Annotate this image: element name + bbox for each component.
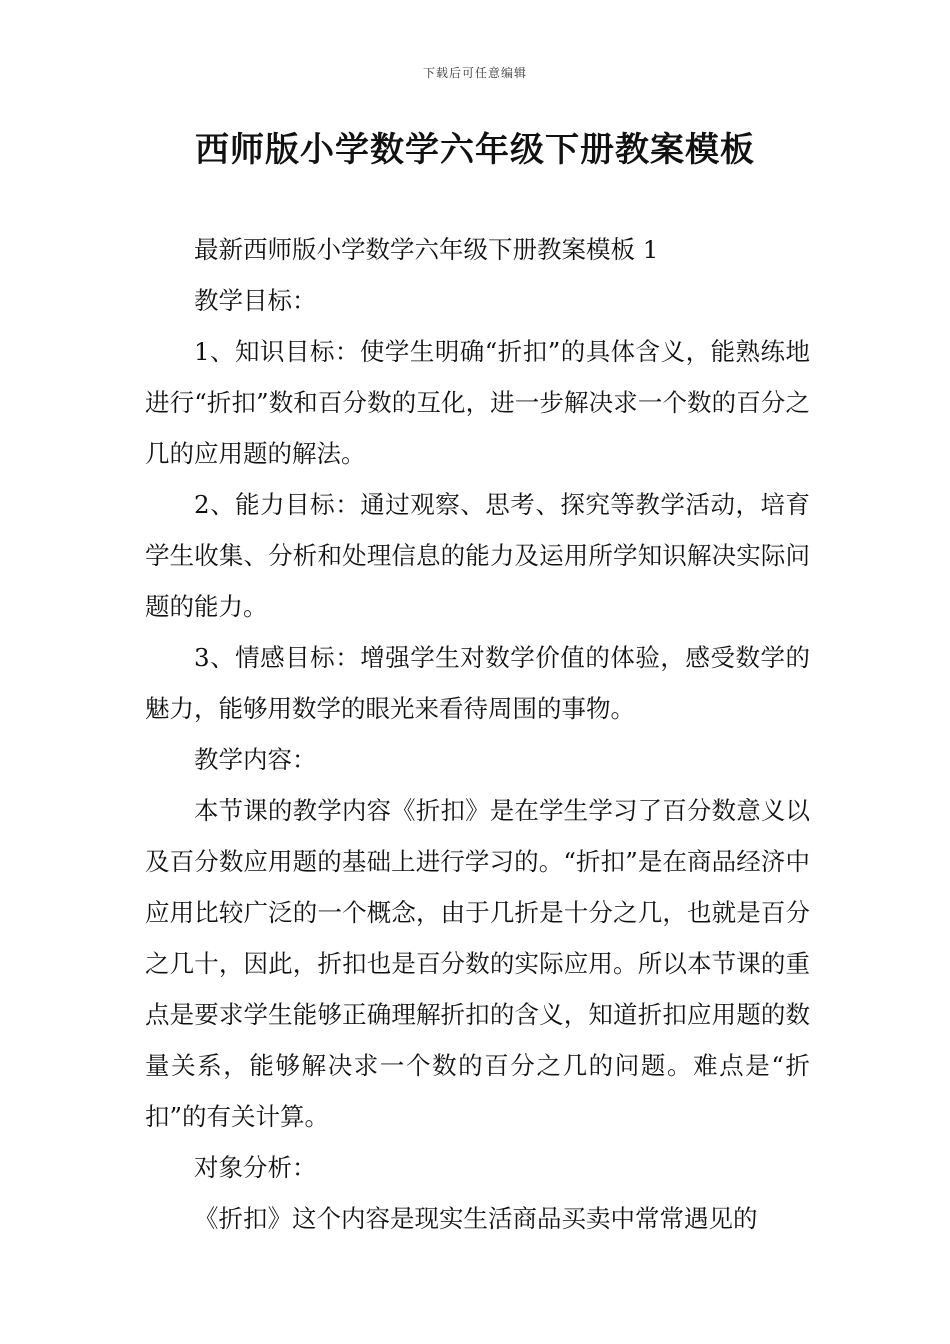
header-note: 下载后可任意编辑 (422, 66, 527, 80)
paragraph-teaching-content: 本节课的教学内容《折扣》是在学生学习了百分数意义以及百分数应用题的基础上进行学习的。“折扣”是在商品经济中应用比较广泛的一个概念，由于几折是十分之几，也就是百分之几十，因此，折扣也是百分数的实际应用。所以本节课的重点是要求学生能够正确理解折扣的含义，知道折扣应用题的数量关系，能够解决求一个数的百分之几的问题。难点是“折扣”的有关计算。 (145, 796, 810, 1131)
paragraph-object-analysis: 《折扣》这个内容是现实生活商品买卖中常常遇见的 (194, 1204, 758, 1233)
document-body (145, 224, 810, 1244)
paragraph-emotion-goal: 3、情感目标：增强学生对数学价值的体验，感受数学的魅力，能够用数学的眼光来看待周围的事物。 (145, 643, 810, 723)
paragraph-ability-goal: 2、能力目标：通过观察、思考、探究等教学活动，培育学生收集、分析和处理信息的能力及运用所学知识解决实际问题的能力。 (145, 490, 810, 621)
subtitle-paragraph: 最新西师版小学数学六年级下册教案模板 1 (194, 235, 659, 264)
document-title: 西师版小学数学六年级下册教案模板 (195, 130, 755, 170)
section-heading-object-analysis: 对象分析： (194, 1153, 317, 1182)
section-heading-teaching-content: 教学内容： (194, 745, 317, 774)
section-heading-teaching-goals: 教学目标： (194, 286, 317, 315)
paragraph-knowledge-goal: 1、知识目标：使学生明确“折扣”的具体含义，能熟练地进行“折扣”数和百分数的互化，进一步解决求一个数的百分之几的应用题的解法。 (145, 337, 810, 468)
